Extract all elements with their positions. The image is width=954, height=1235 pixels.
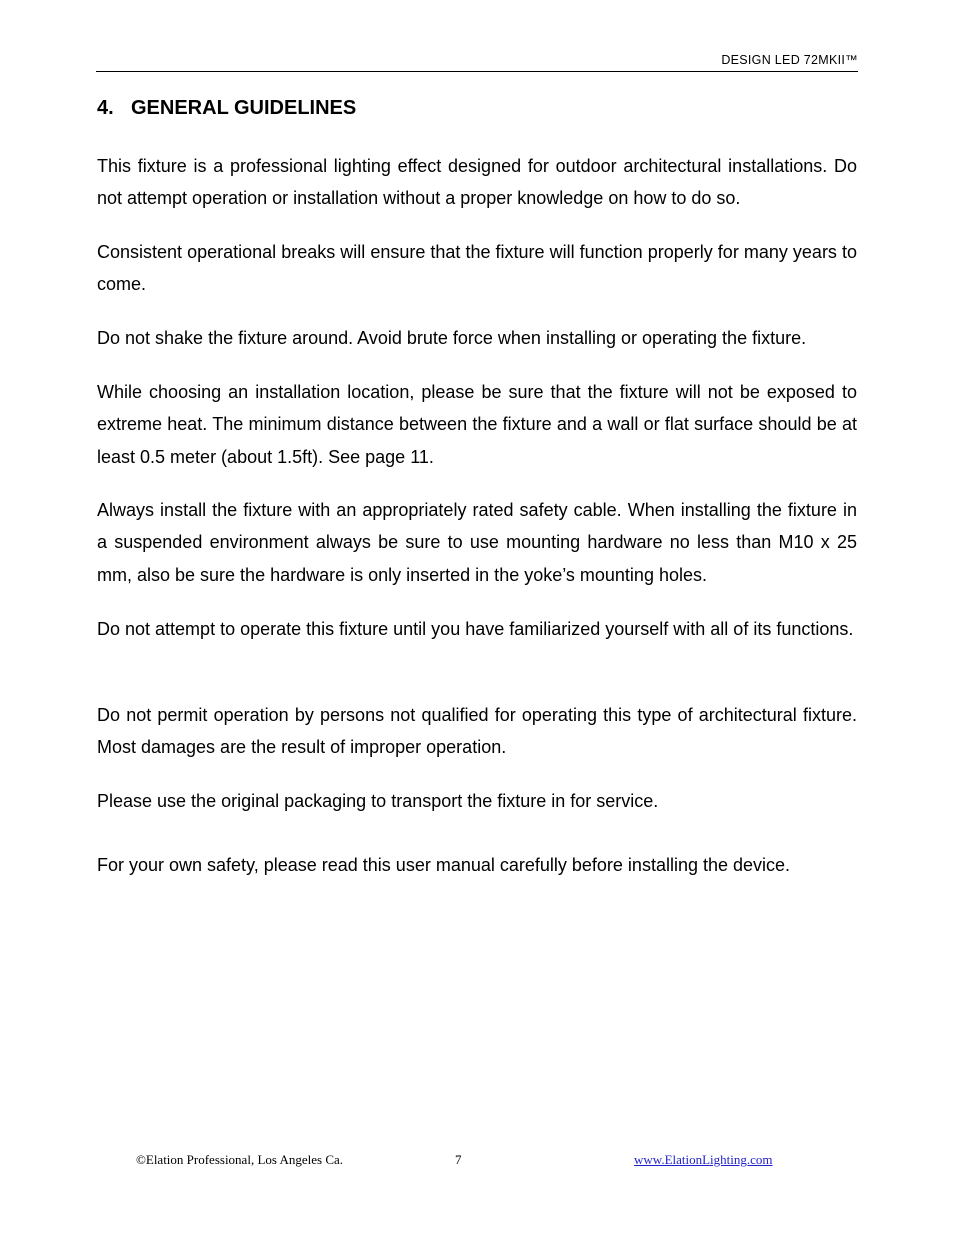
footer-copyright: ©Elation Professional, Los Angeles Ca. (136, 1152, 344, 1167)
paragraph-no-shaking: Do not shake the fixture around. Avoid brute force when installing or operating the fixture. (97, 328, 807, 348)
paragraph-safety-cable: Always install the fixture with an appropriately rated safety cable. When installing the fixture in a suspended environment always be sure to use mounting hardware no less than M10 x 25 mm, also be sure the hardware is only inserted in the yoke’s mounting holes. (97, 500, 857, 585)
paragraph-familiarize: Do not attempt to operate this fixture until you have familiarized yourself with all of its functions. (97, 619, 854, 639)
paragraph-professional-use: This fixture is a professional lighting effect designed for outdoor architectural installations. Do not attempt operation or installation without a proper knowledge on how to do so. (97, 156, 857, 209)
paragraph-operational-breaks: Consistent operational breaks will ensure that the fixture will function properly for many years to come. (97, 242, 857, 295)
paragraph-read-manual: For your own safety, please read this user manual carefully before installing the device. (97, 855, 791, 875)
page-header (96, 53, 858, 72)
section-title-text: GENERAL GUIDELINES (131, 97, 357, 119)
paragraph-installation-location: While choosing an installation location, please be sure that the fixture will not be exposed to extreme heat. The minimum distance between the fixture and a wall or flat surface should be at least 0.5 meter (about 1.5ft). See page 11. (97, 382, 857, 467)
footer-website-link[interactable]: www.ElationLighting.com (634, 1152, 773, 1167)
footer-page-number: 7 (455, 1152, 462, 1167)
section-title (97, 97, 356, 120)
section-number: 4. (97, 97, 114, 119)
header-product-name: DESIGN LED 72MKII™ (721, 53, 858, 67)
paragraph-original-packaging: Please use the original packaging to transport the fixture in for service. (97, 791, 659, 811)
paragraph-qualified-persons: Do not permit operation by persons not qualified for operating this type of architectural fixture. Most damages are the result of improper operation. (97, 705, 857, 758)
